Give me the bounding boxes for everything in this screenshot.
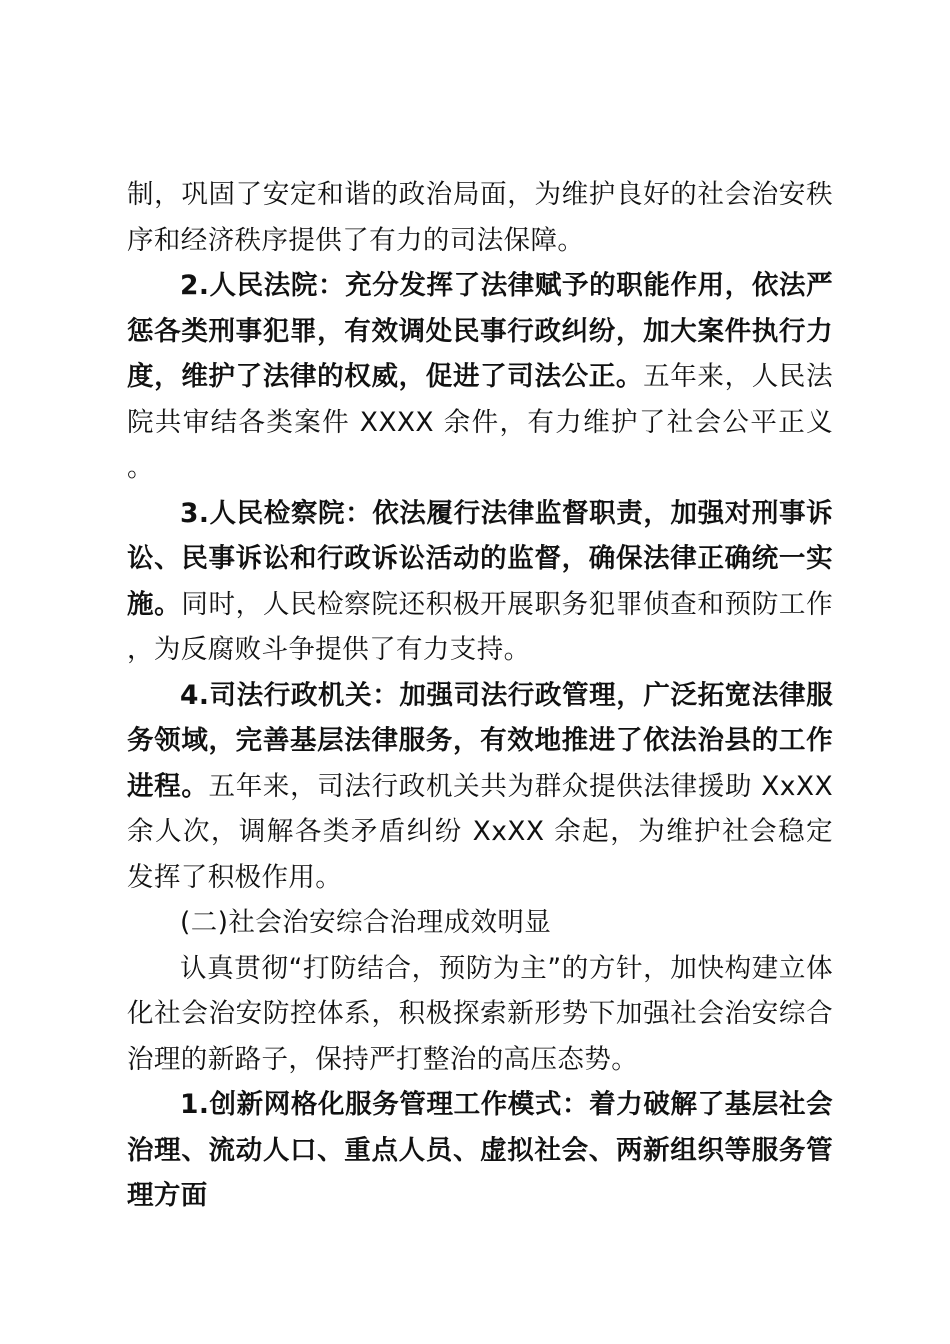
- paragraph-heading-bold: 2.人民法院：充分发挥了法律赋予的职能作用，依法严惩各类刑事犯罪，有效调处民事行政纠纷，加大案件执行力度，维护了法律的权威，促进了司法公正。: [127, 270, 833, 392]
- paragraph-text: 五年来，司法行政机关共为群众提供法律援助 XxXX 余人次，调解各类矛盾纠纷 XxXX 余起，为维护社会稳定发挥了积极作用。: [127, 770, 833, 893]
- paragraph-text: 同时，人民检察院还积极开展职务犯罪侦查和预防工作，为反腐败斗争提供了有力支持。: [127, 588, 833, 665]
- paragraph-text: 认真贯彻“打防结合，预防为主”的方针，加快构建立体化社会治安防控体系，积极探索新形势下加强社会治安综合治理的新路子，保持严打整治的高压态势。: [127, 952, 833, 1075]
- paragraph-heading-bold: 3.人民检察院：依法履行法律监督职责，加强对刑事诉讼、民事诉讼和行政诉讼活动的监督，确保法律正确统一实施。: [127, 497, 833, 620]
- paragraph-grid-management: [127, 1082, 833, 1219]
- document-body: [127, 172, 833, 1219]
- paragraph-procuratorate: [127, 491, 833, 673]
- section-heading-text: (二)社会治安综合治理成效明显: [180, 907, 552, 938]
- paragraph-judicial-admin: [127, 673, 833, 901]
- paragraph-heading-bold: 1.创新网格化服务管理工作模式：着力破解了基层社会治理、流动人口、重点人员、虚拟社会、两新组织等服务管理方面: [127, 1089, 833, 1211]
- paragraph-peoples-court: [127, 263, 833, 491]
- paragraph-public-security-intro: [127, 946, 833, 1083]
- paragraph-text: 制，巩固了安定和谐的政治局面，为维护良好的社会治安秩序和经济秩序提供了有力的司法保障。: [127, 179, 833, 256]
- paragraph-heading-bold: 4.司法行政机关：加强司法行政管理，广泛拓宽法律服务领域，完善基层法律服务，有效地推进了依法治县的工作进程。: [127, 679, 833, 802]
- paragraph-continuation: [127, 172, 833, 263]
- paragraph-text: 五年来，人民法院共审结各类案件 XXXX 余件，有力维护了社会公平正义。: [127, 361, 833, 483]
- section-heading-public-security: [127, 900, 833, 946]
